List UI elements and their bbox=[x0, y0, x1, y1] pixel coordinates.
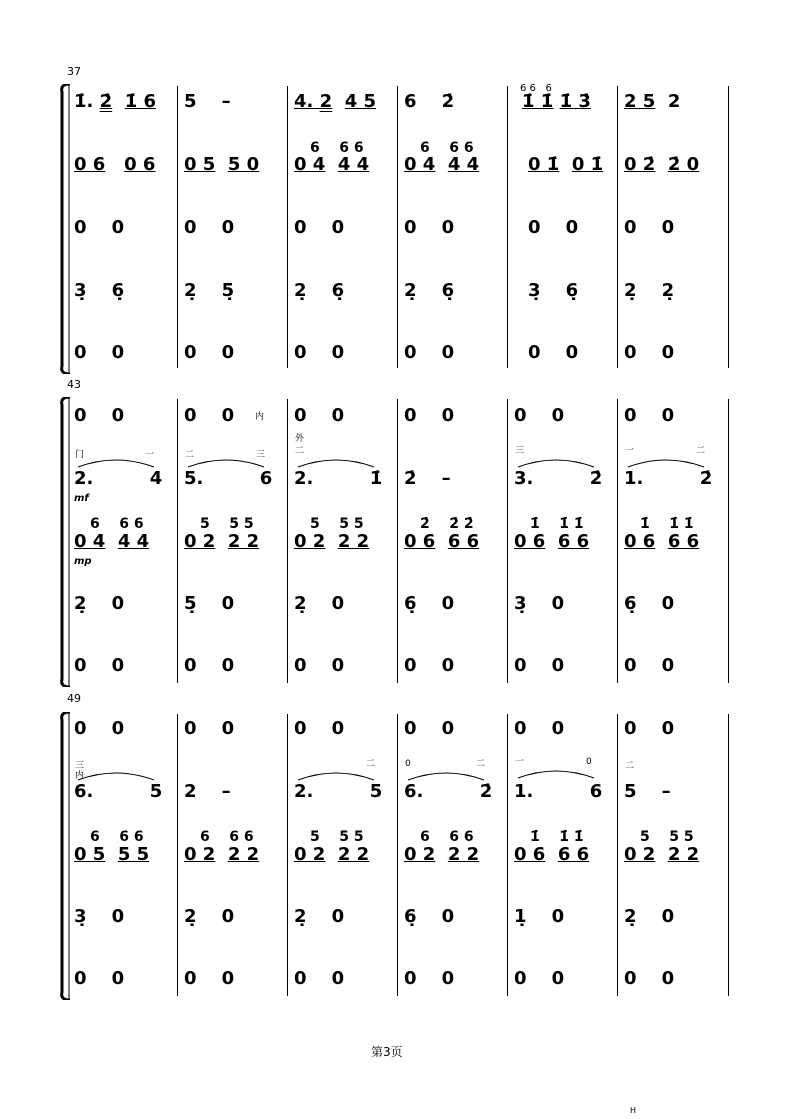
note-cell: 0 0 bbox=[294, 655, 345, 676]
note-cell: 1̇. 2̇ 1̇ 6 bbox=[74, 91, 157, 112]
note-cell: 0 2 2 2 bbox=[404, 844, 480, 865]
note-cell: 0 6 6 6 bbox=[404, 531, 480, 552]
slur bbox=[626, 455, 706, 469]
chord-top: 5 5 5 bbox=[310, 829, 364, 845]
note-cell: 0 6 0 6 bbox=[74, 154, 156, 175]
note-cell: 0 0 bbox=[74, 655, 125, 676]
note-cell: 0 2 2 2 bbox=[184, 531, 260, 552]
barline bbox=[397, 86, 398, 368]
chord-top: 6 6 6 bbox=[420, 140, 474, 156]
note-cell: 0 0 bbox=[404, 405, 455, 426]
note-cell: 5 – bbox=[184, 91, 231, 112]
chord-top: 1̇ 1̇ 1̇ bbox=[530, 829, 584, 845]
note-cell: 0 0 bbox=[404, 655, 455, 676]
barline bbox=[507, 714, 508, 996]
note-cell: 0 0 bbox=[184, 718, 235, 739]
note-cell: 2̣ 0 bbox=[294, 593, 345, 614]
marking-yi: 一 bbox=[515, 757, 525, 767]
marking-er: 二 bbox=[185, 450, 195, 460]
slur bbox=[186, 455, 266, 469]
chord-top: 2̇ 2̇ 2̇ bbox=[420, 516, 474, 532]
barline bbox=[397, 714, 398, 996]
slur bbox=[76, 768, 156, 782]
note-cell: 2̣ 0 bbox=[74, 593, 125, 614]
note-cell: 0 0 bbox=[404, 968, 455, 989]
note-cell: 3. 2̇ bbox=[514, 468, 603, 489]
note-cell: 0 0 bbox=[624, 405, 675, 426]
barline bbox=[728, 399, 729, 683]
note-cell: 0 0 bbox=[294, 217, 345, 238]
note-cell: 1. 2̇ bbox=[624, 468, 713, 489]
measure-number-37: 37 bbox=[67, 65, 81, 78]
note-cell: 0 0 bbox=[514, 405, 565, 426]
note-cell: 0 2 2 2 bbox=[294, 844, 370, 865]
note-cell: 0 0 bbox=[74, 405, 125, 426]
chord-top: 5 5 5 bbox=[310, 516, 364, 532]
note-cell: 0 0 bbox=[294, 405, 345, 426]
note-cell: 2̣ 0 bbox=[184, 906, 235, 927]
note-cell: 0 0 bbox=[404, 718, 455, 739]
note-cell: 0 0 bbox=[294, 718, 345, 739]
chord-top: 6 6 6 bbox=[90, 829, 144, 845]
note-cell: 0 2 2 2 bbox=[184, 844, 260, 865]
dynamic-mf: mf bbox=[74, 493, 89, 504]
note-cell: 0 0 bbox=[404, 217, 455, 238]
corner-mark: H bbox=[630, 1106, 637, 1115]
marking-san: 三 bbox=[256, 450, 266, 460]
note-cell: 0 6 6 6 bbox=[514, 844, 590, 865]
note-cell: 0 0 bbox=[74, 968, 125, 989]
note-cell: 0 0 bbox=[74, 217, 125, 238]
barline bbox=[507, 399, 508, 683]
slur bbox=[296, 455, 376, 469]
slur bbox=[76, 455, 156, 469]
note-cell: 0 5 5 5 bbox=[74, 844, 150, 865]
marking-er: 二 bbox=[696, 446, 706, 456]
barline bbox=[177, 399, 178, 683]
note-cell: 2. 1̇ bbox=[294, 468, 383, 489]
note-cell: 0 6 6 6 bbox=[624, 531, 700, 552]
barline bbox=[617, 714, 618, 996]
note-cell: 2 5 2 bbox=[624, 91, 681, 112]
note-cell: 0 5 5 0 bbox=[184, 154, 260, 175]
note-cell: 0 2 2 2 bbox=[624, 844, 700, 865]
note-cell: 4. 2 4 5 bbox=[294, 91, 377, 112]
note-cell: 3̣ 0 bbox=[514, 593, 565, 614]
note-cell: 0 0 bbox=[404, 342, 455, 363]
barline bbox=[177, 86, 178, 368]
note-cell: 0 4 4 4 bbox=[404, 154, 480, 175]
grace-notes: 6 6 6 bbox=[520, 83, 552, 94]
dynamic-mp: mp bbox=[74, 556, 92, 567]
note-cell: 0 0 bbox=[294, 968, 345, 989]
note-cell: 5̣ 0 bbox=[184, 593, 235, 614]
note-cell: 6. 2̇ bbox=[404, 781, 493, 802]
chord-top: 1̇ 1̇ 1̇ bbox=[640, 516, 694, 532]
note-cell: 6̣ 0 bbox=[404, 593, 455, 614]
barline bbox=[397, 399, 398, 683]
slur bbox=[516, 455, 596, 469]
note-cell: 6̣ 0 bbox=[404, 906, 455, 927]
measure-number-49: 49 bbox=[67, 692, 81, 705]
note-cell: 5. 6 bbox=[184, 468, 273, 489]
note-cell: 0 0 bbox=[184, 655, 235, 676]
chord-top: 1̇ 1̇ 1̇ bbox=[530, 516, 584, 532]
slur bbox=[406, 768, 486, 782]
marking-zero: 0 bbox=[405, 759, 411, 769]
marking-yi: 一 bbox=[625, 446, 635, 456]
barline bbox=[728, 86, 729, 368]
note-cell: 2̣ 0 bbox=[294, 906, 345, 927]
page-number: 第3页 bbox=[371, 1045, 403, 1059]
note-cell: 0 0 bbox=[184, 968, 235, 989]
barline bbox=[287, 714, 288, 996]
marking-yi: 一 bbox=[145, 450, 155, 460]
marking-san: 三 bbox=[75, 761, 85, 771]
note-cell: 0 2 2 2 bbox=[294, 531, 370, 552]
note-cell: 0 0 bbox=[74, 718, 125, 739]
note-cell: 1. 6 bbox=[514, 781, 603, 802]
note-cell: 0 0 bbox=[528, 217, 579, 238]
marking-men: 门 bbox=[75, 450, 85, 460]
note-cell: 0 0 bbox=[624, 342, 675, 363]
note-cell: 0 0 bbox=[624, 718, 675, 739]
slur bbox=[296, 768, 376, 782]
marking-er: 二 bbox=[476, 759, 486, 769]
marking-er: 二 bbox=[625, 761, 635, 771]
note-cell: 0 0 bbox=[184, 217, 235, 238]
note-cell: 0 4 4 4 bbox=[74, 531, 150, 552]
barline bbox=[287, 86, 288, 368]
measure-number-43: 43 bbox=[67, 378, 81, 391]
note-cell: 0 0 bbox=[184, 342, 235, 363]
note-cell: 2 – bbox=[184, 781, 231, 802]
marking-nei: 内 bbox=[75, 771, 85, 781]
note-cell: 0 2̇ 2̇ 0 bbox=[624, 154, 700, 175]
note-cell: 0 0 bbox=[514, 718, 565, 739]
note-cell: 0 4 4 4 bbox=[294, 154, 370, 175]
note-cell: 2̣ 6̣ bbox=[404, 280, 455, 301]
note-cell: 0 0 bbox=[528, 342, 579, 363]
marking-wai: 外 bbox=[295, 434, 305, 444]
chord-top: 6 6 6 bbox=[90, 516, 144, 532]
note-cell: 3̣ 6̣ bbox=[528, 280, 579, 301]
note-cell: 5 – bbox=[624, 781, 671, 802]
note-cell: 0 1̇ 0 1̇ bbox=[528, 154, 604, 175]
chord-top: 6 6 6 bbox=[200, 829, 254, 845]
note-cell: 2̣ 0 bbox=[624, 906, 675, 927]
chord-top: 6 6 6 bbox=[310, 140, 364, 156]
barline bbox=[287, 399, 288, 683]
chord-top: 6 6 6 bbox=[420, 829, 474, 845]
barline bbox=[617, 86, 618, 368]
note-cell: 2̣ 6̣ bbox=[294, 280, 345, 301]
note-cell: 2. 4 bbox=[74, 468, 163, 489]
note-cell: 0 0 bbox=[514, 655, 565, 676]
note-cell: 0 0 bbox=[514, 968, 565, 989]
note-cell: 0 0 bbox=[294, 342, 345, 363]
marking-zero: 0 bbox=[586, 757, 592, 767]
note-cell: 1̇ 1̇ 1̇ 3̇ bbox=[522, 91, 591, 112]
marking-er: 二 bbox=[295, 446, 305, 456]
note-cell: 2̣ 2̣ bbox=[624, 280, 675, 301]
marking-san: 三 bbox=[515, 446, 525, 456]
note-cell: 0 0 bbox=[74, 342, 125, 363]
note-cell: 0 0 bbox=[624, 968, 675, 989]
barline bbox=[728, 714, 729, 996]
note-cell: 6. 5 bbox=[74, 781, 163, 802]
note-cell: 2. 5 bbox=[294, 781, 383, 802]
note-cell: 3̣ 0 bbox=[74, 906, 125, 927]
note-cell: 0 0 bbox=[624, 655, 675, 676]
note-cell: 2̣ 5̣ bbox=[184, 280, 235, 301]
note-cell: 0 6 6 6 bbox=[514, 531, 590, 552]
note-cell: 2̇ – bbox=[404, 468, 451, 489]
note-cell: 0 0 bbox=[624, 217, 675, 238]
note-cell: 6 2̇ bbox=[404, 91, 455, 112]
note-cell: 1̣ 0 bbox=[514, 906, 565, 927]
slur bbox=[516, 766, 596, 780]
barline bbox=[617, 399, 618, 683]
marking-nei: 内 bbox=[255, 412, 265, 422]
chord-top: 5 5 5 bbox=[200, 516, 254, 532]
note-cell: 3̣ 6̣ bbox=[74, 280, 125, 301]
barline bbox=[177, 714, 178, 996]
chord-top: 5 5 5 bbox=[640, 829, 694, 845]
note-cell: 6̣ 0 bbox=[624, 593, 675, 614]
barline bbox=[507, 86, 508, 368]
note-cell: 0 0 bbox=[184, 405, 235, 426]
marking-er: 二 bbox=[366, 759, 376, 769]
